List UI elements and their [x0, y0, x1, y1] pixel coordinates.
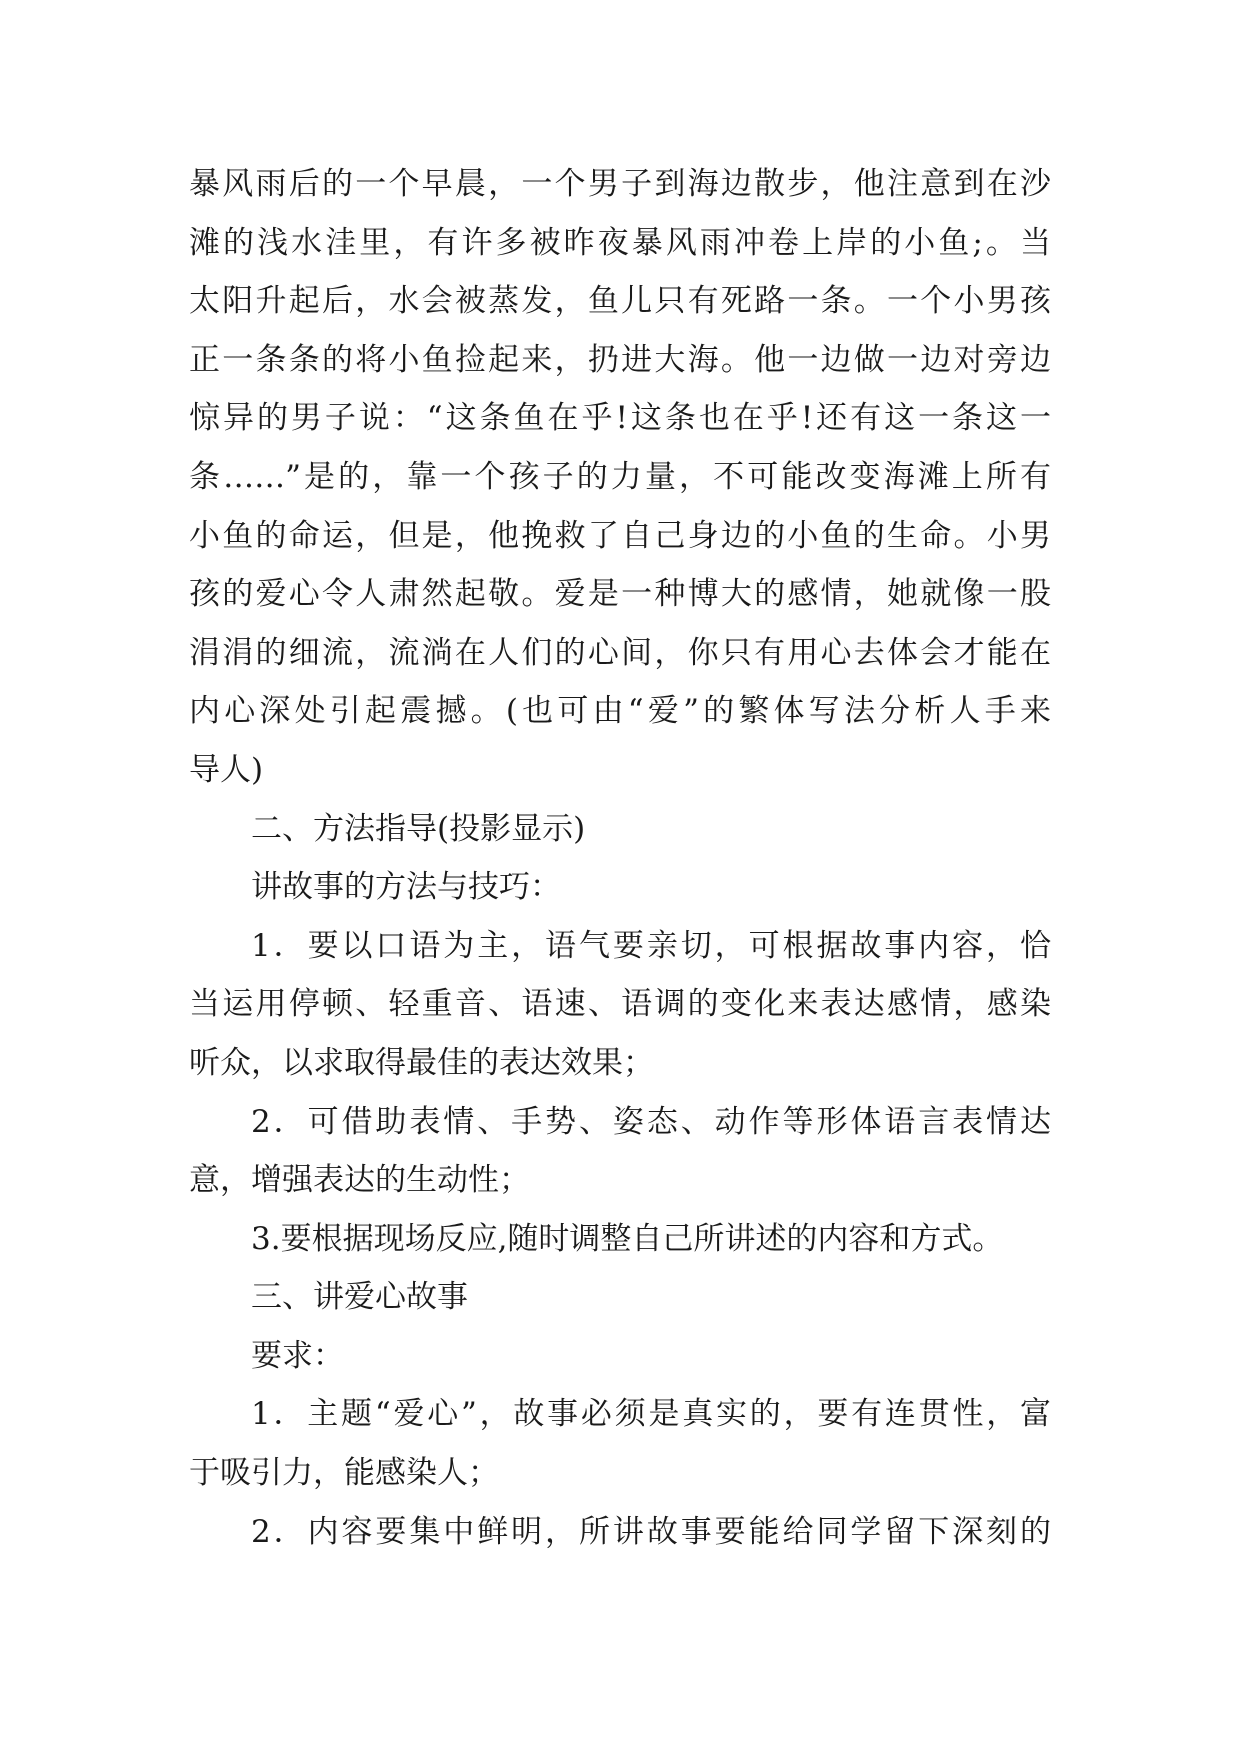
text-line: 孩的爱心令人肃然起敬。爱是一种博大的感情，她就像一股 [189, 576, 1051, 613]
text-line: 条……”是的，靠一个孩子的力量，不可能改变海滩上所有 [189, 458, 1051, 495]
list-item: 2．内容要集中鲜明，所讲故事要能给同学留下深刻的 [251, 1513, 1051, 1550]
text-line: 涓涓的细流，流淌在人们的心间，你只有用心去体会才能在 [189, 634, 1051, 671]
text-line: 暴风雨后的一个早晨，一个男子到海边散步，他注意到在沙 [189, 166, 1051, 202]
section-heading: 三、讲爱心故事 [251, 1279, 468, 1316]
list-item: 1．主题“爱心”，故事必须是真实的，要有连贯性，富 [251, 1396, 1051, 1433]
list-item: 3.要根据现场反应,随时调整自己所讲述的内容和方式。 [251, 1220, 1004, 1257]
text-line: 内心深处引起震撼。(也可由“爱”的繁体写法分析人手来 [189, 693, 1051, 730]
text-line: 于吸引力，能感染人； [189, 1455, 499, 1492]
text-line: 听众，以求取得最佳的表达效果； [189, 1044, 654, 1081]
text-line: 正一条条的将小鱼捡起来，扔进大海。他一边做一边对旁边 [189, 341, 1051, 378]
text-line: 惊异的男子说：“这条鱼在乎!这条也在乎!还有这一条这一 [189, 400, 1051, 437]
section-heading: 二、方法指导(投影显示) [251, 810, 586, 847]
text-line: 当运用停顿、轻重音、语速、语调的变化来表达感情，感染 [189, 986, 1051, 1023]
text-line: 意，增强表达的生动性； [189, 1162, 530, 1199]
list-item: 1．要以口语为主，语气要亲切，可根据故事内容，恰 [251, 927, 1051, 964]
text-line: 太阳升起后，水会被蒸发，鱼儿只有死路一条。一个小男孩 [189, 283, 1051, 320]
document-body [189, 155, 1051, 1561]
text-line: 导人) [189, 751, 264, 788]
subheading: 要求： [251, 1337, 344, 1374]
subheading: 讲故事的方法与技巧： [251, 869, 561, 906]
text-line: 小鱼的命运，但是，他挽救了自己身边的小鱼的生命。小男 [189, 517, 1051, 554]
text-line: 滩的浅水洼里，有许多被昨夜暴风雨冲卷上岸的小鱼;。当 [189, 224, 1051, 261]
list-item: 2．可借助表情、手势、姿态、动作等形体语言表情达 [251, 1103, 1051, 1140]
